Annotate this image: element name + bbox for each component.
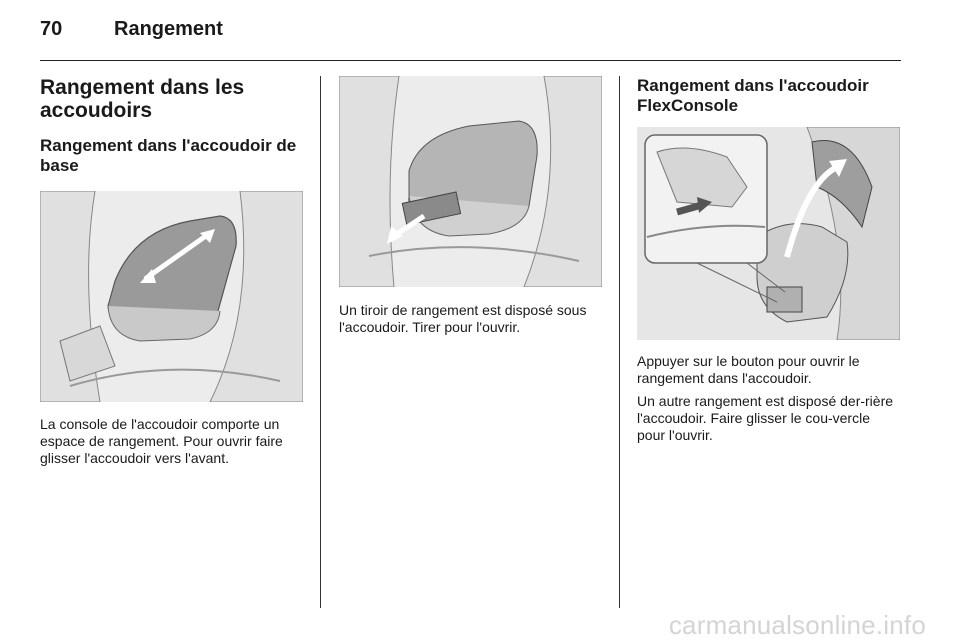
armrest-drawer-illustration [339, 76, 602, 287]
flexconsole-illustration [637, 127, 900, 340]
paragraph-drawer: Un tiroir de rangement est disposé sous l'accoudoir. Tirer pour l'ouvrir. [339, 302, 587, 335]
paragraph-flexconsole-button: Appuyer sur le bouton pour ouvrir le rangement dans l'accoudoir. [637, 353, 860, 386]
page-number: 70 [40, 18, 63, 40]
paragraph-basic-armrest: La console de l'accoudoir comporte un espace de rangement. Pour ouvrir faire glisser l'accoudoir vers l'avant. [40, 416, 283, 466]
page-header [40, 14, 900, 54]
column-1-text [40, 416, 308, 467]
section-title: Rangement [114, 18, 223, 40]
armrest-slide-illustration [40, 191, 303, 402]
column-divider [619, 76, 620, 608]
subheading-basic-armrest: Rangement dans l'accoudoir de base [40, 136, 297, 175]
watermark: carmanualsonline.info [668, 610, 926, 640]
column-3-text [637, 353, 901, 444]
heading-flexconsole: Rangement dans l'accoudoir FlexConsole [637, 76, 869, 115]
header-rule [40, 60, 901, 61]
paragraph-rear-storage: Un autre rangement est disposé der-rière l'accoudoir. Faire glisser le cou-vercle pour l'ouvrir. [637, 393, 894, 443]
column-2-text [339, 302, 609, 336]
heading-armrest-storage: Rangement dans les accoudoirs [40, 76, 245, 122]
column-divider [320, 76, 321, 608]
column-3 [637, 76, 901, 116]
column-1 [40, 76, 308, 176]
